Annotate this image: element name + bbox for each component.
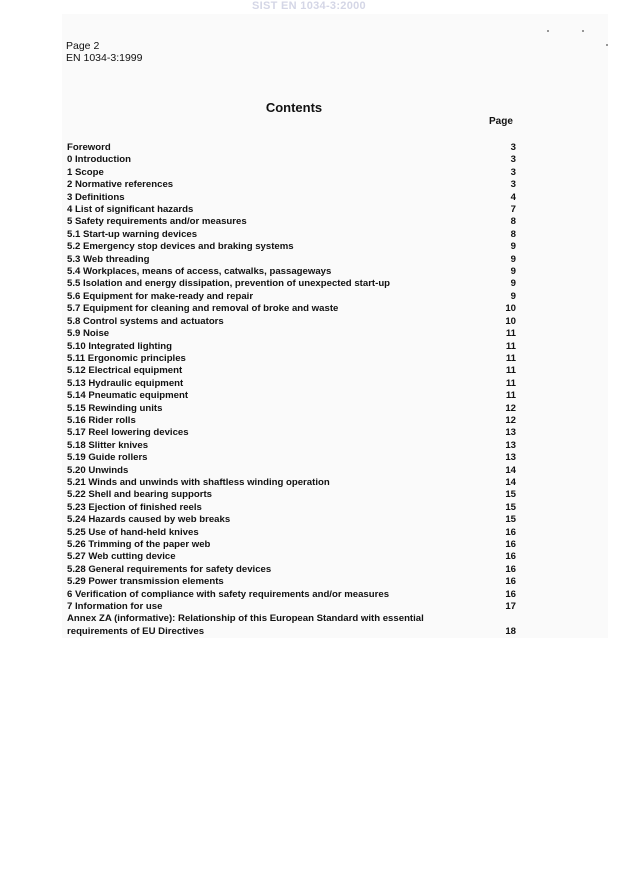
toc-entry	[67, 291, 516, 303]
toc-entry-title: Annex ZA (informative): Relationship of this European Standard with essential requirements of EU Directives	[67, 613, 424, 637]
page-column-heading: Page	[489, 116, 513, 127]
toc-entry-title: 5.26 Trimming of the paper web	[67, 539, 211, 550]
toc-entry	[67, 154, 516, 166]
toc-entry	[67, 601, 516, 613]
toc-entry	[67, 179, 516, 191]
toc-entry	[67, 266, 516, 278]
toc-entry	[67, 229, 516, 241]
toc-entry	[67, 477, 516, 489]
toc-entry-title: Foreword	[67, 142, 111, 153]
toc-entry-page: 9	[510, 241, 516, 253]
toc-entry-page: 13	[505, 427, 516, 439]
toc-entry-title: 5.8 Control systems and actuators	[67, 315, 224, 327]
toc-entry-title: 5.4 Workplaces, means of access, catwalks, passageways	[67, 266, 332, 278]
toc-entry-page: 3	[510, 142, 516, 153]
page-number: Page 2	[66, 40, 100, 52]
toc-entry-page: 8	[510, 216, 516, 228]
toc-entry-title: 5.20 Unwinds	[67, 464, 129, 476]
toc-entry-page: 9	[510, 266, 516, 278]
toc-entry-title: 5.1 Start-up warning devices	[67, 228, 198, 240]
toc-entry	[67, 576, 516, 588]
toc-entry-title: 5 Safety requirements and/or measures	[67, 216, 247, 228]
watermark: SIST EN 1034-3:2000	[252, 0, 366, 12]
toc-entry-title: 6 Verification of compliance with safety requirements and/or measures	[67, 588, 390, 600]
table-of-contents	[67, 142, 516, 638]
scan-speck	[547, 30, 549, 32]
toc-entry-title: 7 Information for use	[67, 601, 163, 613]
toc-entry-title: 5.27 Web cutting device	[67, 551, 176, 563]
toc-entry	[67, 254, 516, 266]
toc-entry	[67, 142, 516, 154]
toc-entry-title: 5.11 Ergonomic principles	[67, 352, 186, 364]
toc-entry	[67, 316, 516, 328]
toc-entry-page: 11	[505, 340, 516, 352]
toc-entry	[67, 415, 516, 427]
standard-id: EN 1034-3:1999	[66, 52, 143, 64]
toc-entry	[67, 452, 516, 464]
toc-entry-page: 13	[505, 439, 516, 451]
toc-entry	[67, 341, 516, 353]
toc-entry	[67, 204, 516, 216]
scan-speck	[582, 30, 584, 32]
toc-entry-title: 5.18 Slitter knives	[67, 439, 149, 451]
toc-entry	[67, 527, 516, 539]
toc-entry-page: 14	[505, 464, 516, 476]
toc-entry-page: 11	[505, 365, 516, 377]
toc-entry-title: 5.22 Shell and bearing supports	[67, 489, 213, 501]
toc-entry-page: 16	[505, 551, 516, 563]
toc-entry-page: 9	[510, 253, 516, 265]
toc-entry	[67, 278, 516, 290]
toc-entry-title: 5.17 Reel lowering devices	[67, 427, 189, 439]
toc-entry-page: 12	[505, 414, 516, 426]
toc-entry-page: 11	[505, 390, 516, 402]
toc-entry-title: 1 Scope	[67, 166, 104, 178]
toc-entry-page: 11	[505, 352, 516, 364]
toc-entry	[67, 440, 516, 452]
scan-speck	[606, 44, 608, 46]
toc-entry	[67, 241, 516, 253]
toc-entry-page: 18	[505, 625, 516, 637]
toc-entry-title: 2 Normative references	[67, 179, 174, 191]
toc-entry-title: 5.19 Guide rollers	[67, 452, 148, 464]
toc-entry-title: 3 Definitions	[67, 191, 125, 203]
toc-entry-page: 16	[505, 576, 516, 588]
toc-entry	[67, 328, 516, 340]
toc-entry-page: 15	[505, 514, 516, 526]
toc-entry-page: 17	[505, 601, 516, 613]
toc-entry-page: 7	[510, 204, 516, 216]
toc-entry-title: 4 List of significant hazards	[67, 204, 194, 216]
toc-entry	[67, 303, 516, 315]
toc-entry	[67, 551, 516, 563]
toc-entry-page: 15	[505, 489, 516, 501]
toc-entry-title: 5.6 Equipment for make-ready and repair	[67, 290, 254, 302]
toc-entry	[67, 378, 516, 390]
toc-entry-title: 5.3 Web threading	[67, 253, 150, 265]
toc-entry-title: 5.7 Equipment for cleaning and removal of broke and waste	[67, 303, 339, 315]
toc-entry-page: 16	[505, 526, 516, 538]
toc-entry-page: 11	[505, 377, 516, 389]
toc-entry-page: 14	[505, 476, 516, 488]
toc-entry	[67, 192, 516, 204]
toc-entry-page: 9	[510, 278, 516, 290]
toc-entry	[67, 427, 516, 439]
toc-entry	[67, 489, 516, 501]
toc-entry-page: 11	[505, 328, 516, 340]
toc-entry-page: 9	[510, 290, 516, 302]
toc-entry-page: 16	[505, 563, 516, 575]
toc-entry-page: 13	[505, 452, 516, 464]
toc-entry-page: 10	[505, 303, 516, 315]
toc-entry	[67, 216, 516, 228]
toc-entry	[67, 613, 516, 638]
toc-entry-title: 5.29 Power transmission elements	[67, 576, 224, 588]
toc-entry-page: 15	[505, 501, 516, 513]
toc-entry-title: 5.9 Noise	[67, 328, 110, 340]
toc-entry	[67, 514, 516, 526]
toc-entry-page: 16	[505, 588, 516, 600]
toc-entry-title: 0 Introduction	[67, 154, 131, 166]
toc-entry	[67, 589, 516, 601]
toc-entry-title: 5.13 Hydraulic equipment	[67, 377, 184, 389]
toc-entry	[67, 167, 516, 179]
toc-entry-page: 12	[505, 402, 516, 414]
toc-entry	[67, 539, 516, 551]
toc-entry-page: 3	[510, 154, 516, 166]
toc-entry	[67, 564, 516, 576]
toc-entry	[67, 502, 516, 514]
page-header	[66, 40, 142, 64]
toc-entry-page: 4	[510, 191, 516, 203]
toc-entry-title: 5.12 Electrical equipment	[67, 365, 183, 377]
toc-entry-title: 5.15 Rewinding units	[67, 402, 163, 414]
toc-entry-page: 8	[510, 228, 516, 240]
toc-entry-title: 5.24 Hazards caused by web breaks	[67, 514, 231, 526]
toc-entry-title: 5.10 Integrated lighting	[67, 340, 173, 352]
toc-entry-title: 5.25 Use of hand-held knives	[67, 526, 199, 538]
toc-entry	[67, 403, 516, 415]
toc-entry	[67, 365, 516, 377]
toc-entry-title: 5.28 General requirements for safety devices	[67, 563, 272, 575]
toc-entry-title: 5.23 Ejection of finished reels	[67, 501, 202, 513]
toc-entry	[67, 390, 516, 402]
toc-entry	[67, 465, 516, 477]
toc-entry-title: 5.21 Winds and unwinds with shaftless winding operation	[67, 476, 330, 488]
toc-entry-title: 5.16 Rider rolls	[67, 414, 136, 426]
toc-entry-title: 5.5 Isolation and energy dissipation, prevention of unexpected start-up	[67, 278, 391, 290]
contents-title: Contents	[265, 100, 323, 115]
toc-entry-page: 3	[510, 166, 516, 178]
toc-entry-page: 3	[510, 179, 516, 191]
toc-entry-page: 10	[505, 315, 516, 327]
toc-entry-page: 16	[505, 539, 516, 550]
toc-entry-title: 5.2 Emergency stop devices and braking systems	[67, 241, 294, 253]
toc-entry	[67, 353, 516, 365]
toc-entry-title: 5.14 Pneumatic equipment	[67, 390, 189, 402]
